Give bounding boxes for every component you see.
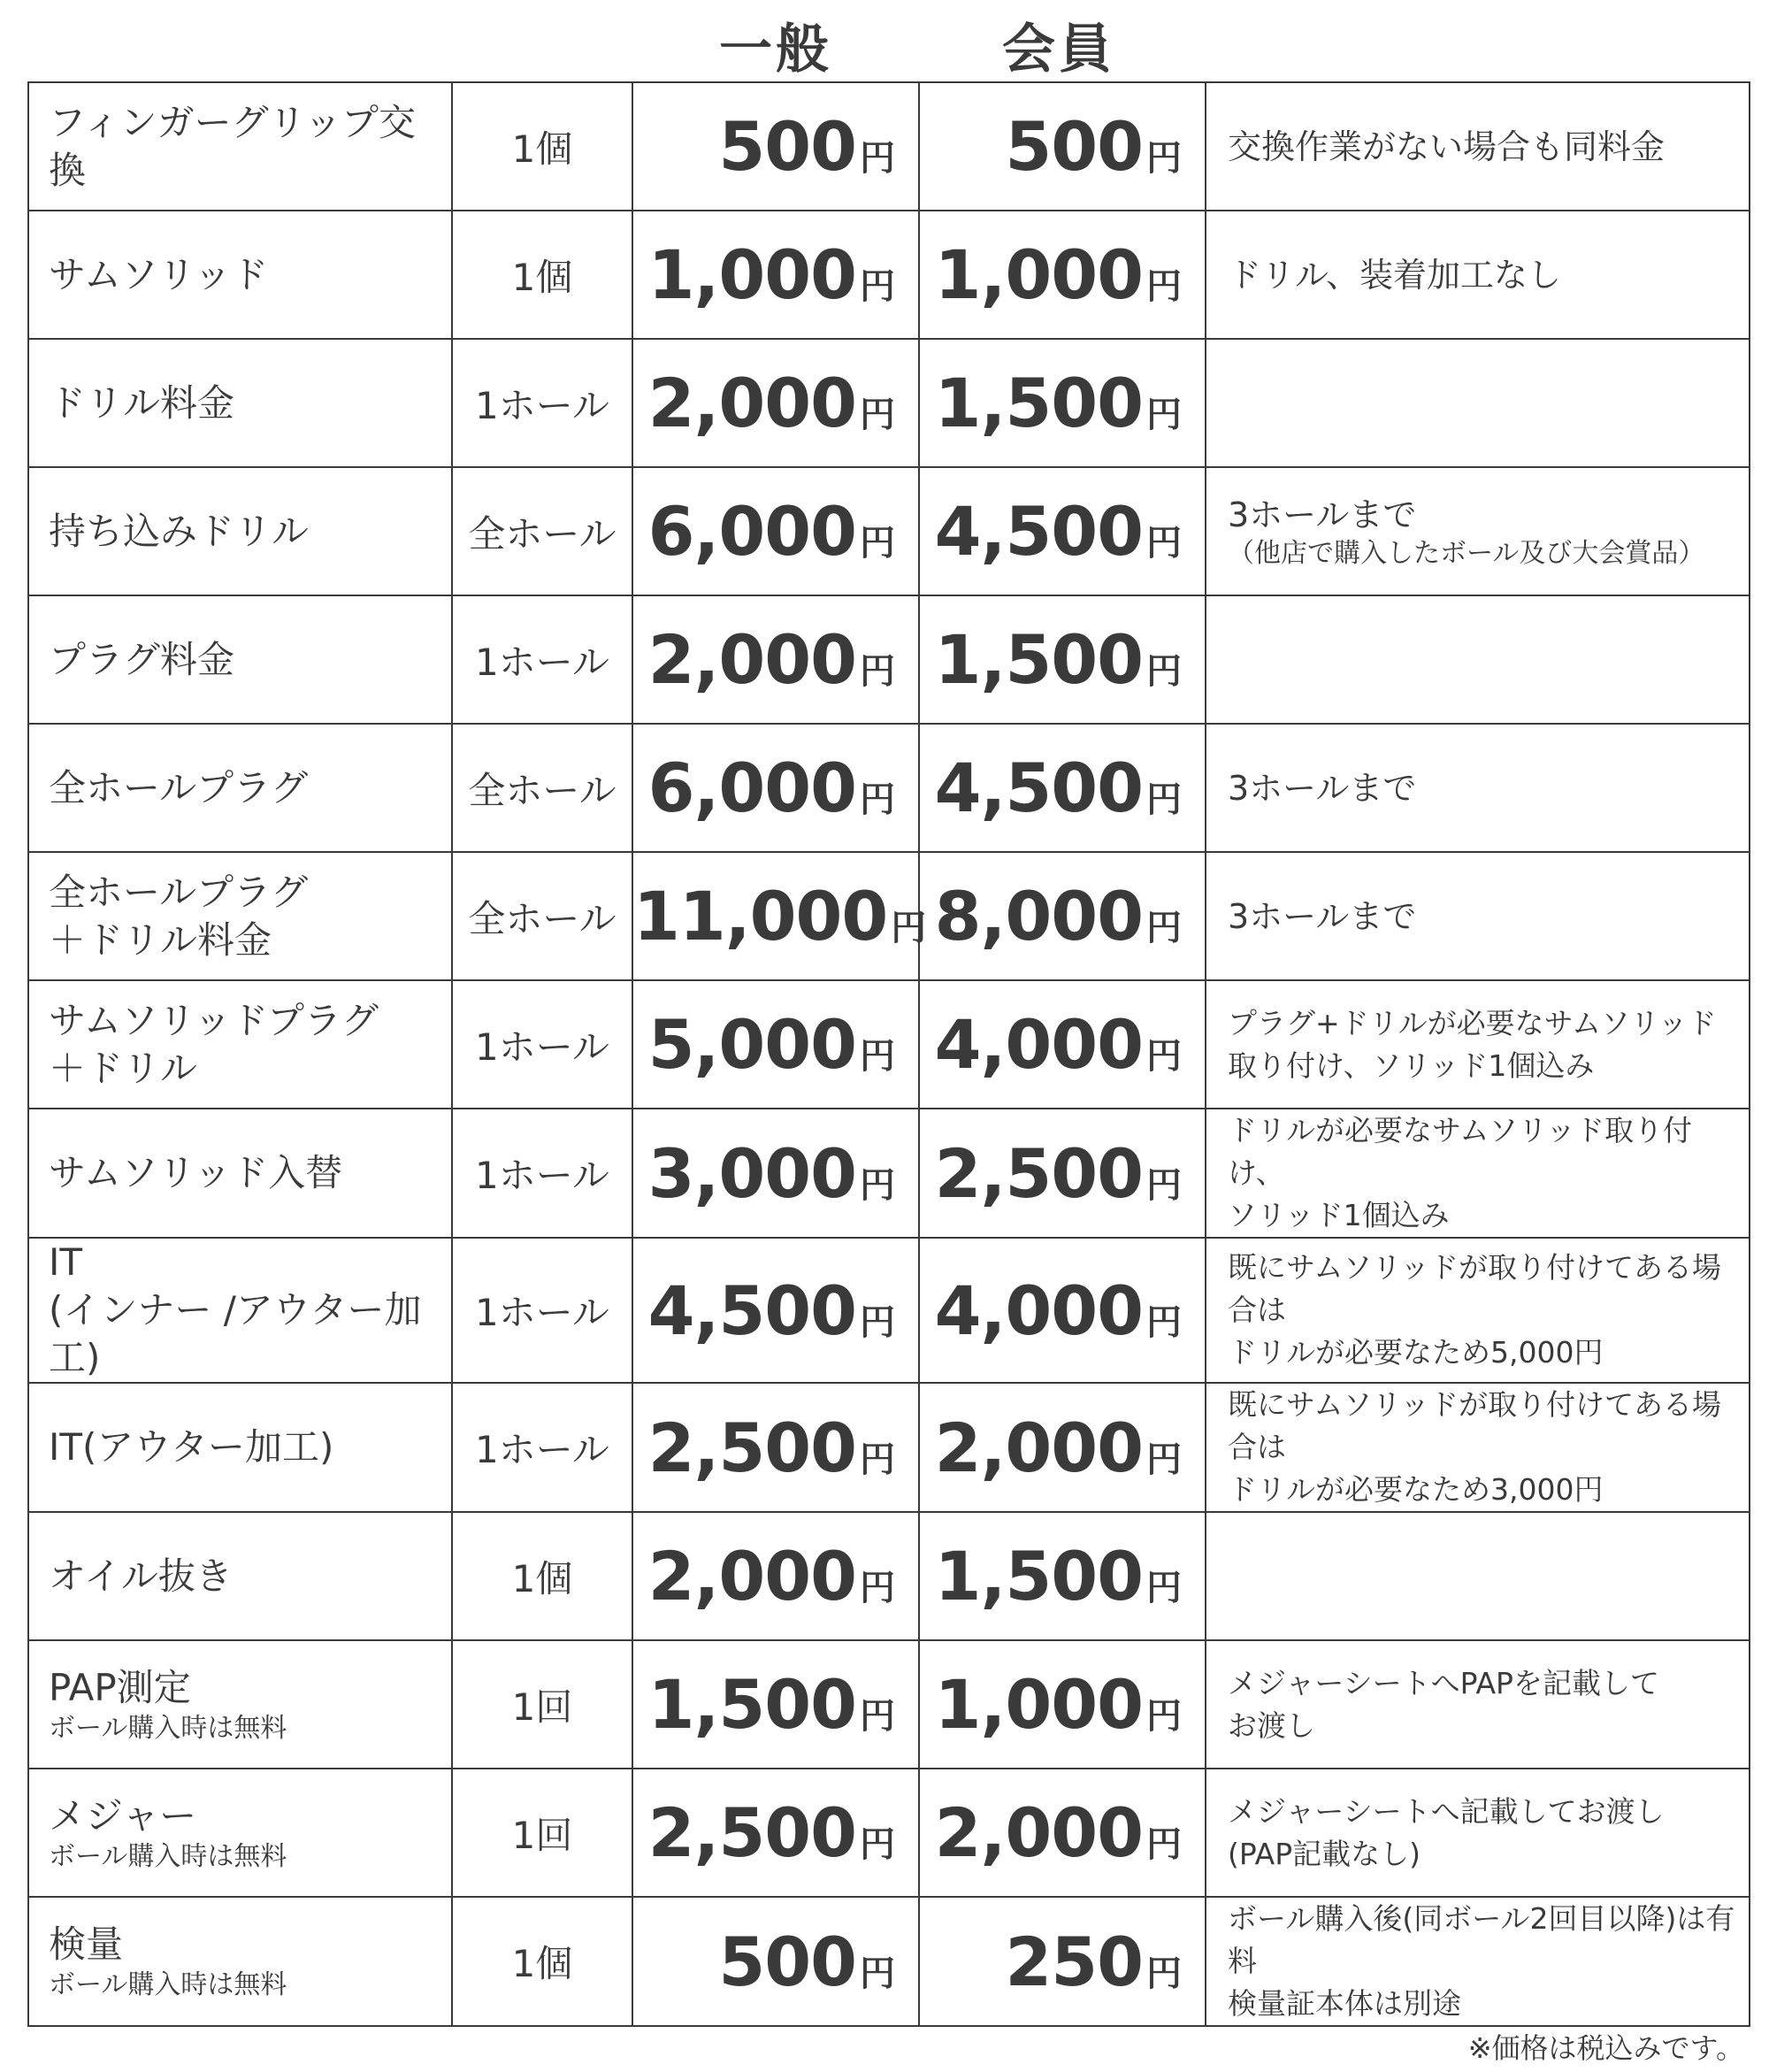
general-price: 5,000 [647,1005,856,1084]
note-cell [1206,1897,1750,2026]
unit-cell: 1個 [452,1512,632,1640]
yen-unit: 円 [860,395,895,435]
note-text-line2: 取り付け、ソリッド1個込み [1228,1048,1595,1083]
general-price: 4,500 [647,1270,856,1350]
unit-cell: 1個 [452,211,632,339]
note-text-line2: お渡し [1228,1707,1315,1743]
service-name: サムソリッドプラグ [49,998,379,1042]
yen-unit: 円 [1146,908,1182,948]
tax-note: ※価格は税込みです。 [1467,2031,1744,2065]
table-row [28,1897,1750,2026]
general-price-cell [632,339,919,467]
note-cell [1206,1640,1750,1769]
general-price: 11,000 [633,877,888,955]
yen-unit: 円 [891,908,927,948]
yen-unit: 円 [860,1439,895,1480]
note-text: 既にサムソリッドが取り付けてある場合は [1228,1387,1722,1464]
member-price: 2,500 [934,1133,1143,1213]
member-price-cell [919,1512,1206,1640]
general-price: 6,000 [647,492,856,571]
service-name-cell [28,1238,452,1383]
member-price-cell [919,82,1206,211]
service-name: IT [49,1240,83,1284]
general-price: 2,000 [647,1537,856,1615]
service-name: PAP測定 [49,1665,191,1709]
general-price-cell [632,595,919,724]
service-name-cell [28,1383,452,1512]
general-price: 3,000 [647,1133,856,1213]
member-price-cell [919,211,1206,339]
yen-unit: 円 [860,1824,895,1865]
member-price: 250 [1005,1922,1143,2001]
yen-unit: 円 [860,1696,895,1737]
service-name-line2: ＋ドリル料金 [49,917,272,962]
note-text: 既にサムソリッドが取り付けてある場合は [1228,1250,1722,1327]
price-table-body [28,82,1750,2026]
service-name-cell [28,1109,452,1238]
yen-unit: 円 [860,1301,895,1343]
service-name: 全ホールプラグ [49,870,309,914]
service-name-line2: ＋ドリル [49,1046,198,1090]
general-price-cell [632,211,919,339]
table-row [28,980,1750,1109]
service-name: オイル抜き [49,1554,233,1598]
member-price-cell [919,980,1206,1109]
member-price-cell [919,595,1206,724]
general-price: 1,000 [647,235,856,314]
yen-unit: 円 [1146,523,1182,564]
member-price: 2,000 [934,1408,1143,1487]
note-text-line2: ドリルが必要なため5,000円 [1228,1335,1604,1370]
unit-cell: 1ホール [452,980,632,1109]
general-price: 500 [718,1922,856,2001]
yen-unit: 円 [1146,1696,1182,1737]
note-text: 交換作業がない場合も同料金 [1228,127,1666,166]
service-name-cell [28,595,452,724]
member-price: 4,500 [934,492,1143,571]
service-name: サムソリッド入替 [49,1151,343,1194]
member-price: 8,000 [934,877,1143,955]
note-text-line2: 検量証本体は別途 [1228,1986,1461,2021]
table-row [28,724,1750,852]
unit-cell: 1回 [452,1640,632,1769]
service-name-cell [28,1640,452,1769]
yen-unit: 円 [1146,266,1182,307]
service-name: プラグ料金 [49,637,235,681]
unit-cell: 1ホール [452,339,632,467]
yen-unit: 円 [860,651,895,692]
general-price-cell [632,1512,919,1640]
general-price-cell [632,467,919,595]
table-row [28,1769,1750,1897]
member-price: 1,500 [934,1537,1143,1615]
general-price: 2,500 [647,1793,856,1872]
header-member: 会員 [1002,19,1115,81]
member-price: 1,500 [934,620,1143,699]
unit-cell: 1ホール [452,1109,632,1238]
member-price: 4,000 [934,1270,1143,1350]
note-cell [1206,82,1750,211]
member-price: 1,000 [934,1665,1143,1744]
general-price-cell [632,1769,919,1897]
general-price-cell [632,82,919,211]
table-row [28,1383,1750,1512]
table-row [28,852,1750,980]
member-price: 1,000 [934,235,1143,314]
member-price-cell [919,1769,1206,1897]
service-name: 検量 [49,1922,124,1966]
general-price: 2,000 [647,620,856,699]
service-name: ドリル料金 [49,380,235,425]
note-cell [1206,980,1750,1109]
general-price-cell [632,980,919,1109]
unit-cell: 全ホール [452,852,632,980]
service-name: サムソリッド [49,252,269,296]
price-table [27,81,1750,2027]
table-row [28,211,1750,339]
yen-unit: 円 [1146,138,1182,179]
member-price: 4,000 [934,1005,1143,1084]
member-price: 1,500 [934,364,1143,442]
service-name: 持ち込みドリル [49,509,310,553]
note-cell [1206,1769,1750,1897]
unit-cell: 全ホール [452,724,632,852]
general-price: 500 [718,107,856,186]
table-row [28,1512,1750,1640]
unit-cell: 1個 [452,82,632,211]
general-price-cell [632,1383,919,1512]
table-row [28,82,1750,211]
service-name-cell [28,724,452,852]
general-price-cell [632,724,919,852]
general-price: 2,000 [647,364,856,442]
note-text-line2: ドリルが必要なため3,000円 [1228,1472,1604,1507]
note-text: 3ホールまで [1228,768,1417,808]
service-name: フィンガーグリップ交換 [49,100,416,192]
service-name-cell [28,82,452,211]
member-price-cell [919,852,1206,980]
yen-unit: 円 [1146,1439,1182,1480]
service-name-cell [28,467,452,595]
note-text: メジャーシートへ記載してお渡し [1228,1793,1665,1829]
table-row [28,467,1750,595]
note-sub-text: （他店で購入したボール及び大会賞品） [1228,537,1705,569]
yen-unit: 円 [860,1568,895,1608]
member-price: 500 [1005,107,1143,186]
service-name-sub: ボール購入時は無料 [49,1969,287,2000]
note-cell [1206,1383,1750,1512]
note-text: プラグ+ドリルが必要なサムソリッド [1228,1005,1717,1040]
table-row [28,1109,1750,1238]
yen-unit: 円 [1146,1568,1182,1608]
general-price-cell [632,1109,919,1238]
note-cell [1206,211,1750,339]
note-text: ボール購入後(同ボール2回目以降)は有料 [1228,1901,1735,1978]
note-cell [1206,1512,1750,1640]
member-price-cell [919,1383,1206,1512]
note-text: ドリルが必要なサムソリッド取り付け、 [1228,1113,1693,1190]
yen-unit: 円 [1146,1824,1182,1865]
table-row [28,1640,1750,1769]
yen-unit: 円 [860,523,895,564]
note-text: メジャーシートへPAPを記載して [1228,1665,1659,1700]
note-cell [1206,724,1750,852]
yen-unit: 円 [860,1036,895,1077]
member-price-cell [919,467,1206,595]
unit-cell: 1ホール [452,595,632,724]
service-name-sub: ボール購入時は無料 [49,1712,287,1744]
member-price-cell [919,339,1206,467]
member-price-cell [919,724,1206,852]
general-price: 1,500 [647,1665,856,1744]
member-price: 4,500 [934,748,1143,827]
member-price-cell [919,1238,1206,1383]
member-price: 2,000 [934,1793,1143,1872]
note-text: 3ホールまで [1228,495,1417,534]
yen-unit: 円 [860,138,895,179]
table-row [28,339,1750,467]
note-cell [1206,1109,1750,1238]
note-text-line2: ソリッド1個込み [1228,1198,1450,1232]
member-price-cell [919,1640,1206,1769]
service-name-cell [28,339,452,467]
note-text: ドリル、装着加工なし [1228,255,1561,295]
note-cell [1206,339,1750,467]
service-name-cell [28,852,452,980]
yen-unit: 円 [1146,1953,1182,1994]
note-text: 3ホールまで [1228,896,1417,936]
yen-unit: 円 [1146,395,1182,435]
service-name-cell [28,980,452,1109]
note-cell [1206,852,1750,980]
general-price: 6,000 [647,748,856,827]
service-name-cell [28,1512,452,1640]
note-cell [1206,1238,1750,1383]
header-general: 一般 [719,19,832,81]
note-text-line2: (PAP記載なし) [1228,1836,1421,1871]
member-price-cell [919,1897,1206,2026]
note-cell [1206,467,1750,595]
service-name: メジャー [49,1793,197,1838]
yen-unit: 円 [860,1953,895,1994]
unit-cell: 全ホール [452,467,632,595]
service-name: 全ホールプラグ [49,765,309,810]
yen-unit: 円 [1146,1301,1182,1343]
general-price-cell [632,1238,919,1383]
yen-unit: 円 [1146,1164,1182,1206]
service-name: IT(アウター加工) [49,1425,334,1469]
member-price-cell [919,1109,1206,1238]
table-row [28,595,1750,724]
note-cell [1206,595,1750,724]
yen-unit: 円 [1146,1036,1182,1077]
yen-unit: 円 [1146,779,1182,820]
column-header [0,0,1769,80]
unit-cell: 1回 [452,1769,632,1897]
table-row [28,1238,1750,1383]
general-price: 2,500 [647,1408,856,1487]
unit-cell: 1個 [452,1897,632,2026]
general-price-cell [632,1897,919,2026]
yen-unit: 円 [1146,651,1182,692]
general-price-cell [632,1640,919,1769]
service-name-cell [28,1897,452,2026]
yen-unit: 円 [860,1164,895,1206]
service-name-line2: (インナー /アウター加工) [49,1288,422,1379]
service-name-cell [28,1769,452,1897]
general-price-cell [632,852,927,980]
yen-unit: 円 [860,779,895,820]
service-name-sub: ボール購入時は無料 [49,1840,287,1872]
unit-cell: 1ホール [452,1238,632,1383]
unit-cell: 1ホール [452,1383,632,1512]
service-name-cell [28,211,452,339]
yen-unit: 円 [860,266,895,307]
